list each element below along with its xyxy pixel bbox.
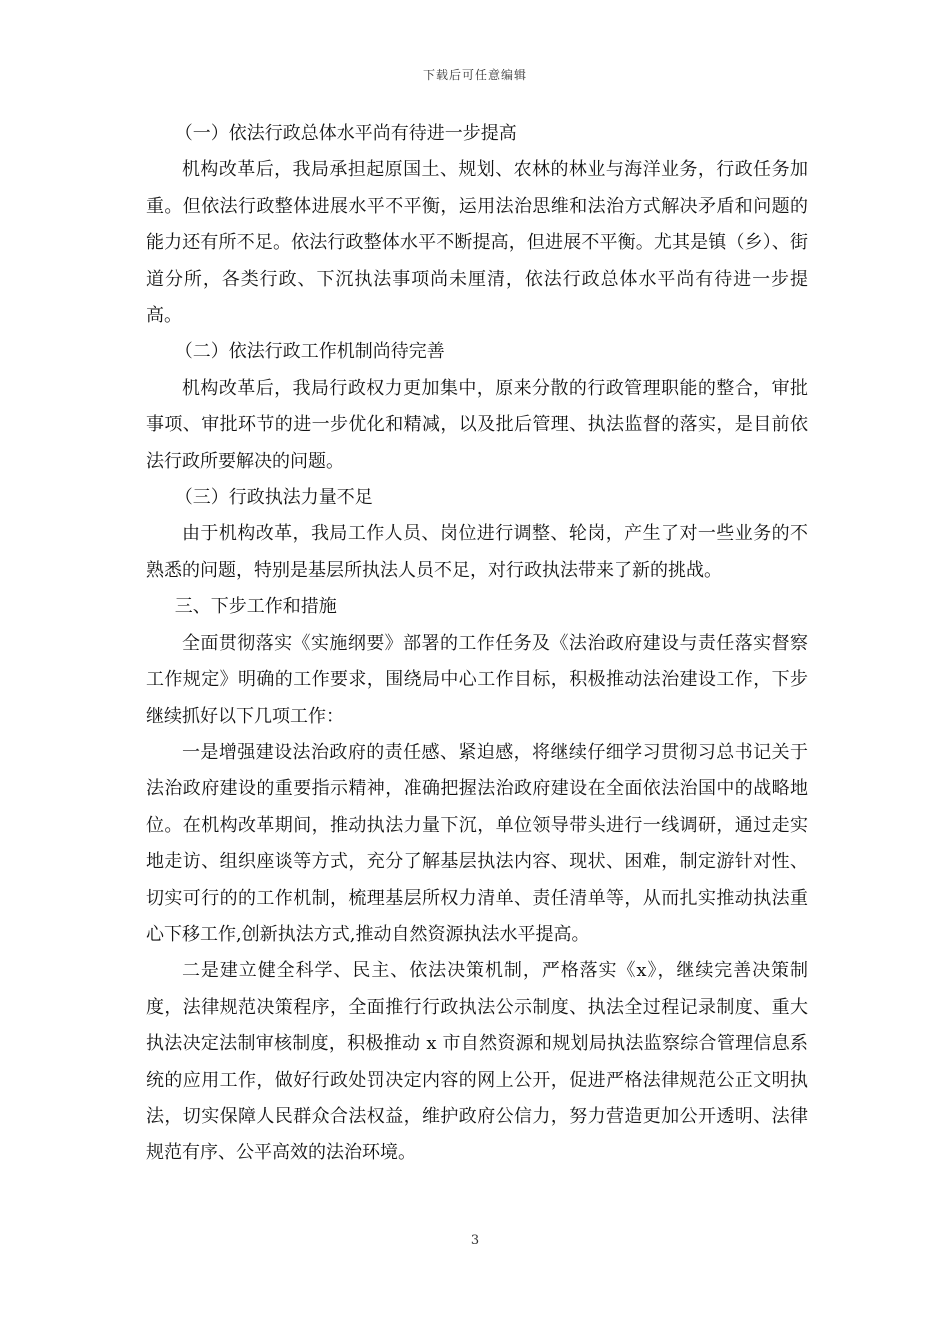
page-header: 下载后可任意编辑 (422, 68, 527, 82)
document-body (146, 116, 808, 1172)
paragraph: 一是增强建设法治政府的责任感、紧迫感，将继续仔细学习贯彻习总书记关于法治政府建设的重要指示精神，准确把握法治政府建设在全面依法治国中的战略地位。在机构改革期间，推动执法力量下沉，单位领导带头进行一线调研，通过走实地走访、组织座谈等方式，充分了解基层执法内容、现状、困难，制定游针对性、切实可行的的工作机制，梳理基层所权力清单、责任清单等，从而扎实推动执法重心下移工作,创新执法方式,推动自然资源执法水平提高。 (146, 741, 808, 945)
section-heading-3: （三）行政执法力量不足 (174, 487, 373, 509)
section-heading-next-steps: 三、下步工作和措施 (174, 596, 337, 618)
section-heading-2: （二）依法行政工作机制尚待完善 (174, 341, 445, 363)
paragraph: 机构改革后，我局行政权力更加集中，原来分散的行政管理职能的整合，审批事项、审批环节的进一步优化和精减，以及批后管理、执法监督的落实，是目前依法行政所要解决的问题。 (146, 377, 808, 472)
paragraph: 全面贯彻落实《实施纲要》部署的工作任务及《法治政府建设与责任落实督察工作规定》明确的工作要求，围绕局中心工作目标，积极推动法治建设工作，下步继续抓好以下几项工作： (146, 632, 808, 727)
paragraph: 由于机构改革，我局工作人员、岗位进行调整、轮岗，产生了对一些业务的不熟悉的问题，特别是基层所执法人员不足，对行政执法带来了新的挑战。 (146, 523, 808, 581)
section-heading-1: （一）依法行政总体水平尚有待进一步提高 (174, 123, 517, 144)
paragraph: 二是建立健全科学、民主、依法决策机制，严格落实《x》，继续完善决策制度，法律规范决策程序，全面推行行政执法公示制度、执法全过程记录制度、重大执法决定法制审核制度，积极推动 x 市自然资源和规划局执法监察综合管理信息系统的应用工作，做好行政处罚决定内容的网上公开，促进严格法律规范公正文明执法，切实保障人民群众合法权益，维护政府公信力，努力营造更加公开透明、法律规范有序、公平高效的法治环境。 (146, 960, 808, 1164)
page-number: 3 (470, 1233, 480, 1248)
paragraph: 机构改革后，我局承担起原国土、规划、农林的林业与海洋业务，行政任务加重。但依法行政整体进展水平不平衡，运用法治思维和法治方式解决矛盾和问题的能力还有所不足。依法行政整体水平不断提高，但进展不平衡。尤其是镇（乡）、街道分所，各类行政、下沉执法事项尚未厘清，依法行政总体水平尚有待进一步提高。 (146, 159, 808, 327)
